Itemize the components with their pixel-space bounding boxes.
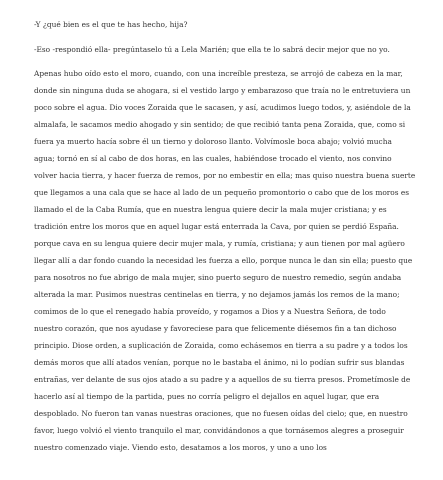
paragraph-line: nuestro comenzado viaje. Viendo esto, desatamos a los moros, y uno a uno los	[34, 443, 327, 452]
body-paragraph	[34, 65, 419, 456]
paragraph-line: hacerlo así al tiempo de la partida, pues no corría peligro el dejallos en aquel lugar, que era	[34, 392, 380, 401]
paragraph-line: llamado el de la Caba Rumía, que en nuestra lengua quiere decir la mala mujer cristiana; y es	[34, 205, 387, 214]
paragraph-line: despoblado. No fueron tan vanas nuestras oraciones, que no fuesen oídas del cielo; que, en nuestro	[34, 409, 408, 418]
paragraph-line: alterada la mar. Pusimos nuestras centinelas en tierra, y no dejamos jamás los remos de la mano;	[34, 290, 400, 299]
dialogue-line-1: -Y ¿qué bien es el que te has hecho, hija?	[34, 20, 188, 29]
paragraph-line: agua; tornó en sí al cabo de dos horas, en las cuales, habiéndose trocado el viento, nos convino	[34, 154, 392, 163]
paragraph-line: llegar allí a dar fondo cuando la necesidad les fuerza a ello, porque nunca le dan sin ella; puesto que	[34, 256, 413, 265]
paragraph-line: para nosotros no fue abrigo de mala mujer, sino puerto seguro de nuestro remedio, según andaba	[34, 273, 402, 282]
paragraph-line: tradición entre los moros que en aquel lugar está enterrada la Cava, por quien se perdió España.	[34, 222, 399, 231]
paragraph-line: comimos de lo que el renegado había proveído, y rogamos a Dios y a Nuestra Señora, de todo	[34, 307, 386, 316]
paragraph-line: que llegamos a una cala que se hace al lado de un pequeño promontorio o cabo que de los moros es	[34, 188, 410, 197]
paragraph-line: fuera ya muerto hacía sobre él un tierno y doloroso llanto. Volvímosle boca abajo; volvió mucha	[34, 137, 392, 146]
dialogue-line-2: -Eso -respondió ella- pregúntaselo tú a Lela Marién; que ella te lo sabrá decir mejor que no yo.	[34, 45, 390, 54]
paragraph-line: poco sobre el agua. Dio voces Zoraida que le sacasen, y así, acudimos luego todos, y, asiéndole de la	[34, 103, 411, 112]
paragraph-line: demás moros que allí atados venían, porque no le bastaba el ánimo, ni lo podían sufrir sus blandas	[34, 358, 405, 367]
paragraph-line: Apenas hubo oído esto el moro, cuando, con una increíble presteza, se arrojó de cabeza en la mar,	[34, 69, 403, 78]
paragraph-line: donde sin ninguna duda se ahogara, si el vestido largo y embarazoso que traía no le entretuviera un	[34, 86, 411, 95]
paragraph-line: porque cava en su lengua quiere decir mujer mala, y rumía, cristiana; y aun tienen por mal agüero	[34, 239, 405, 248]
paragraph-line: nuestro corazón, que nos ayudase y favoreciese para que felicemente diésemos fin a tan dichoso	[34, 324, 397, 333]
paragraph-line: volver hacia tierra, y hacer fuerza de remos, por no embestir en ella; mas quiso nuestra buena suerte	[34, 171, 416, 180]
paragraph-line: principio. Diose orden, a suplicación de Zoraida, como echásemos en tierra a su padre y a todos los	[34, 341, 408, 350]
document-page	[34, 16, 419, 456]
paragraph-line: favor, luego volvió el viento tranquilo el mar, convidándonos a que tornásemos alegres a proseguir	[34, 426, 404, 435]
paragraph-line: almalafa, le sacamos medio ahogado y sin sentido; de que recibió tanta pena Zoraida, que, como si	[34, 120, 406, 129]
paragraph-line: entrañas, ver delante de sus ojos atado a su padre y a aquellos de su tierra presos. Prometímosle de	[34, 375, 411, 384]
